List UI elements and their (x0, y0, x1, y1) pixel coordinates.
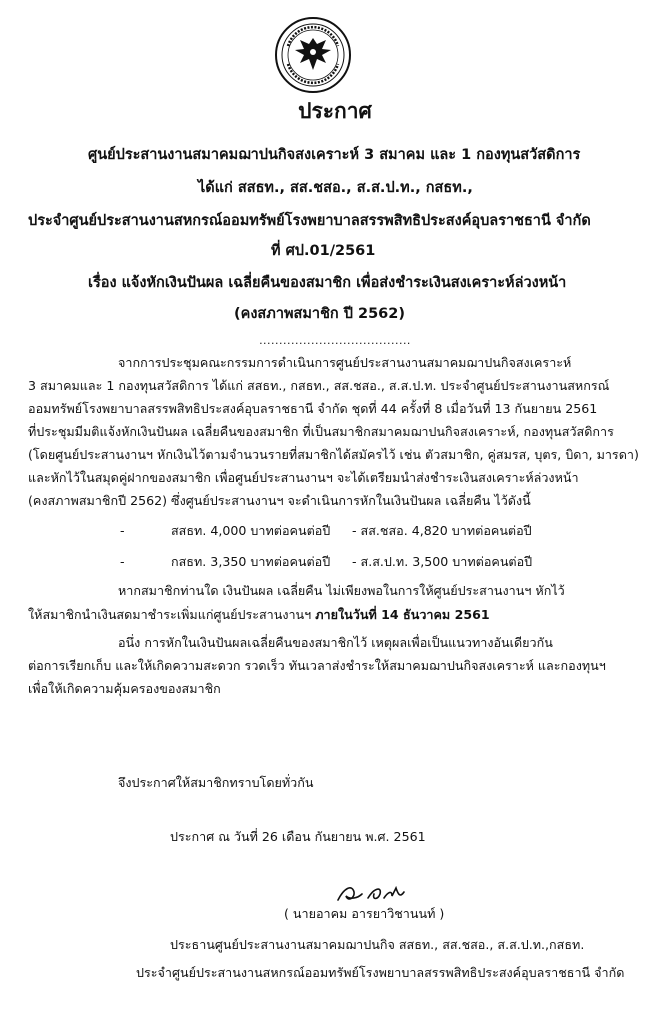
p1-line-6: และหักไว้ในสมุดคู่ฝากของสมาชิก เพื่อศูนย์ประสานงานฯ จะได้เตรียมนำส่งชำระเงินสงเคราะห์ล่วงหน้า (28, 470, 579, 485)
p1-line-3: ออมทรัพย์โรงพยาบาลสรรพสิทธิประสงค์อุบลราชธานี จำกัด ชุดที่ 44 ครั้งที่ 8 เมื่อวันที่ 13 กันยายน 2561 (28, 401, 598, 416)
page-title: ประกาศ (298, 99, 372, 123)
fee-item-sschso: - สส.ชสอ. 4,820 บาทต่อคนต่อปี (352, 523, 532, 538)
p1-line-7: (คงสภาพสมาชิกปี 2562) ซึ่งศูนย์ประสานงานฯ จะดำเนินการหักในเงินปันผล เฉลี่ยคืน ไว้ดังนี้ (28, 493, 531, 508)
notice-line: จึงประกาศให้สมาชิกทราบโดยทั่วกัน (118, 775, 314, 790)
p1-line-1: จากการประชุมคณะกรรมการดำเนินการศูนย์ประสานงานสมาคมฌาปนกิจสงเคราะห์ (118, 355, 572, 370)
deadline-date: ภายในวันที่ 14 ธันวาคม 2561 (315, 607, 490, 622)
p1-line-4: ที่ประชุมมีมติแจ้งหักเงินปันผล เฉลี่ยคืนของสมาชิก ที่เป็นสมาชิกสมาคมฌาปนกิจสงเคราะห์, กองทุนสวัสดิการ (28, 424, 614, 439)
document-number: ที่ ศป.01/2561 (271, 243, 376, 259)
announcement-date: ประกาศ ณ วันที่ 26 เดือน กันยายน พ.ศ. 2561 (170, 829, 426, 844)
p3-line-1: อนึ่ง การหักในเงินปันผลเฉลี่ยคืนของสมาชิกไว้ เหตุผลเพื่อเป็นแนวทางอันเดียวกัน (118, 635, 553, 650)
signatory-name: ( นายอาคม อารยาวิชานนท์ ) (284, 906, 445, 921)
fee-dash-1: - (120, 523, 125, 538)
header-line-1: ศูนย์ประสานงานสมาคมฌาปนกิจสงเคราะห์ 3 สมาคม และ 1 กองทุนสวัสดิการ (88, 147, 581, 163)
subject-line-2: (คงสภาพสมาชิก ปี 2562) (234, 306, 405, 322)
separator: ...................................... (259, 334, 411, 347)
p1-line-5: (โดยศูนย์ประสานงานฯ หักเงินไว้ตามจำนวนรายที่สมาชิกได้สมัครไว้ เช่น ตัวสมาชิก, คู่สมรส, บุตร, บิดา, มารดา) (28, 447, 639, 462)
fee-item-ksth: กสธท. 3,350 บาทต่อคนต่อปี (171, 554, 331, 569)
cooperative-seal-icon (274, 16, 352, 94)
p2-line-2-text: ให้สมาชิกนำเงินสดมาชำระเพิ่มแก่ศูนย์ประสานงานฯ (28, 607, 316, 622)
p2-line-1: หากสมาชิกท่านใด เงินปันผล เฉลี่ยคืน ไม่เพียงพอในการให้ศูนย์ประสานงานฯ หักไว้ (118, 583, 565, 598)
fee-item-sspt: - ส.ส.ป.ท. 3,500 บาทต่อคนต่อปี (352, 554, 533, 569)
signatory-position-2: ประจำศูนย์ประสานงานสหกรณ์ออมทรัพย์โรงพยาบาลสรรพสิทธิประสงค์อุบลราชธานี จำกัด (136, 965, 625, 980)
p2-line-2 (28, 604, 490, 626)
subject-line: เรื่อง แจ้งหักเงินปันผล เฉลี่ยคืนของสมาชิก เพื่อส่งชำระเงินสงเคราะห์ล่วงหน้า (88, 275, 567, 291)
fee-dash-2: - (120, 554, 125, 569)
header-line-2: ได้แก่ สสธท., สส.ชสอ., ส.ส.ป.ท., กสธท., (198, 180, 473, 196)
signatory-position-1: ประธานศูนย์ประสานงานสมาคมฌาปนกิจ สสธท., สส.ชสอ., ส.ส.ป.ท.,กสธท. (170, 937, 585, 952)
p3-line-3: เพื่อให้เกิดความคุ้มครองของสมาชิก (28, 681, 221, 696)
p3-line-2: ต่อการเรียกเก็บ และให้เกิดความสะดวก รวดเร็ว ทันเวลาส่งชำระให้สมาคมฌาปนกิจสงเคราะห์ และกองทุนฯ (28, 658, 606, 673)
fee-item-sstt: สสธท. 4,000 บาทต่อคนต่อปี (171, 523, 331, 538)
header-line-3: ประจำศูนย์ประสานงานสหกรณ์ออมทรัพย์โรงพยาบาลสรรพสิทธิประสงค์อุบลราชธานี จำกัด (28, 213, 591, 229)
p1-line-2: 3 สมาคมและ 1 กองทุนสวัสดิการ ได้แก่ สสธท., กสธท., สส.ชสอ., ส.ส.ป.ท. ประจำศูนย์ประสานงานสหกรณ์ (28, 378, 610, 393)
